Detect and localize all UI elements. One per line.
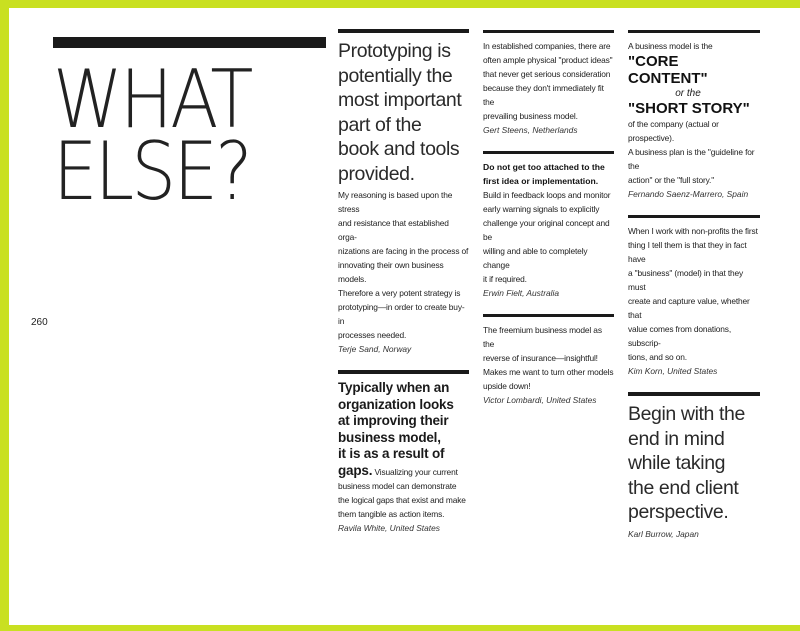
quote-rule [628, 215, 760, 218]
quote-body [628, 224, 760, 364]
quote-rule [483, 30, 614, 33]
page [9, 8, 800, 625]
body-line: Makes me want to turn other models [483, 367, 614, 377]
body-line: willing and able to completely change [483, 246, 588, 270]
quote-author: Fernando Saenz-Marrero, Spain [628, 189, 749, 199]
body-line: upside down! [483, 381, 531, 391]
quote-lead [338, 39, 469, 186]
quote-body [338, 188, 469, 342]
quote-rule [483, 151, 614, 154]
quote-author: Karl Burrow, Japan [628, 528, 699, 539]
body-line: of the company (actual or prospective). [628, 119, 719, 143]
lead-line: most important [338, 89, 462, 111]
body-line: When I work with non-profits the first [628, 226, 758, 236]
lead-line: it is as a result of [338, 446, 445, 461]
body-line: and resistance that established orga- [338, 218, 449, 242]
quote-author: Victor Lombardi, United States [483, 395, 597, 405]
quote-rule [628, 392, 760, 396]
body-line: challenge your original concept and be [483, 218, 610, 242]
title-bar [53, 37, 326, 48]
lead-line: first idea or implementation. [483, 176, 599, 186]
lead-line: Do not get too attached to the [483, 162, 605, 172]
lead-line: organization looks [338, 396, 454, 412]
column-2 [483, 30, 614, 407]
body-line: them tangible as action items. [338, 509, 445, 519]
lead-line: while taking [628, 452, 726, 474]
quote-author: Gert Steens, Netherlands [483, 125, 578, 135]
body-line: often ample physical "product ideas" [483, 55, 613, 65]
quote-first-idea [483, 151, 614, 300]
lead-last: gaps. [338, 462, 373, 478]
body-line: My reasoning is based upon the stress [338, 190, 453, 214]
quote-freemium [483, 314, 614, 407]
body-line: prevailing business model. [483, 111, 578, 121]
lead-line: Begin with the [628, 403, 745, 425]
quote-body [483, 188, 614, 286]
body-line: A business plan is the "guideline for the [628, 147, 755, 171]
quote-body [338, 463, 469, 522]
quote-gaps [338, 370, 469, 535]
page-title [53, 53, 282, 218]
body-line: prototyping—in order to create buy-in [338, 302, 465, 326]
lead-line: the end client [628, 476, 739, 499]
quote-end-in-mind [628, 392, 760, 541]
body-line: processes needed. [338, 330, 407, 340]
quote-rule [483, 314, 614, 317]
body-line: that never get serious consideration [483, 69, 611, 79]
body-line: early warning signals to explicitly [483, 204, 600, 214]
body-line: In established companies, there are [483, 41, 611, 51]
lead-line: part of the [338, 113, 422, 136]
lead-line: provided. [338, 162, 415, 185]
lead-line: end in mind [628, 427, 725, 450]
body-line: Therefore a very potent strategy is [338, 288, 461, 298]
quote-author: Terje Sand, Norway [338, 344, 412, 354]
short-story-heading: "SHORT STORY" [628, 100, 750, 117]
page-tab [9, 309, 18, 339]
body-line: value comes from donations, subscrip- [628, 324, 732, 348]
lead-line: Prototyping is [338, 40, 451, 62]
body-line: Build in feedback loops and monitor [483, 190, 611, 200]
quote-author: Ravila White, United States [338, 523, 440, 533]
body-line: because they don't immediately fit the [483, 83, 604, 107]
quote-rule [338, 29, 469, 33]
quote-core-content [628, 30, 760, 201]
quote-non-profits [628, 215, 760, 378]
body-line: it if required. [483, 274, 527, 284]
body-line: the logical gaps that exist and make [338, 495, 466, 505]
core-content-heading: "CORE CONTENT" [628, 53, 708, 87]
quote-body [483, 39, 614, 123]
quote-body [483, 323, 614, 393]
body-line: a "business" (model) in that they must [628, 268, 744, 292]
body-first: Visualizing your current [374, 466, 458, 477]
body-line: The freemium business model as the [483, 325, 602, 349]
or-the-text: or the [675, 88, 701, 99]
column-1 [338, 29, 469, 535]
title-line: WHAT [53, 53, 251, 146]
body-line: reverse of insurance—insightful! [483, 353, 598, 363]
body-line: nizations are facing in the process of [338, 246, 469, 256]
title-line: ELSE? [53, 125, 251, 218]
lead-line: Typically when an [338, 380, 450, 395]
body-line: thing I tell them is that they in fact have [628, 240, 747, 264]
lead-line: perspective. [628, 501, 729, 523]
page-number: 260 [31, 317, 48, 328]
quote-lead [628, 402, 760, 525]
body-line: business model can demonstrate [338, 481, 457, 491]
quote-lead [338, 380, 469, 463]
lead-line: at improving their [338, 413, 449, 428]
quote-prototyping [338, 29, 469, 356]
body-line: innovating their own business models. [338, 260, 444, 284]
body-line: tions, and so on. [628, 352, 687, 362]
quote-product-ideas [483, 30, 614, 137]
lead-line: potentially the [338, 64, 453, 87]
column-3 [628, 30, 760, 541]
quote-lead [483, 160, 614, 188]
quote-author: Kim Korn, United States [628, 366, 718, 376]
body-line [338, 463, 469, 480]
quote-intro: A business model is the [628, 41, 713, 51]
quote-rule [338, 370, 469, 374]
body-line: create and capture value, whether that [628, 296, 750, 320]
body-line: action" or the "full story." [628, 175, 715, 185]
quote-body [628, 117, 760, 187]
quote-author: Erwin Fielt, Australia [483, 288, 560, 298]
lead-line: book and tools [338, 138, 460, 160]
quote-rule [628, 30, 760, 33]
lead-line: business model, [338, 429, 441, 445]
